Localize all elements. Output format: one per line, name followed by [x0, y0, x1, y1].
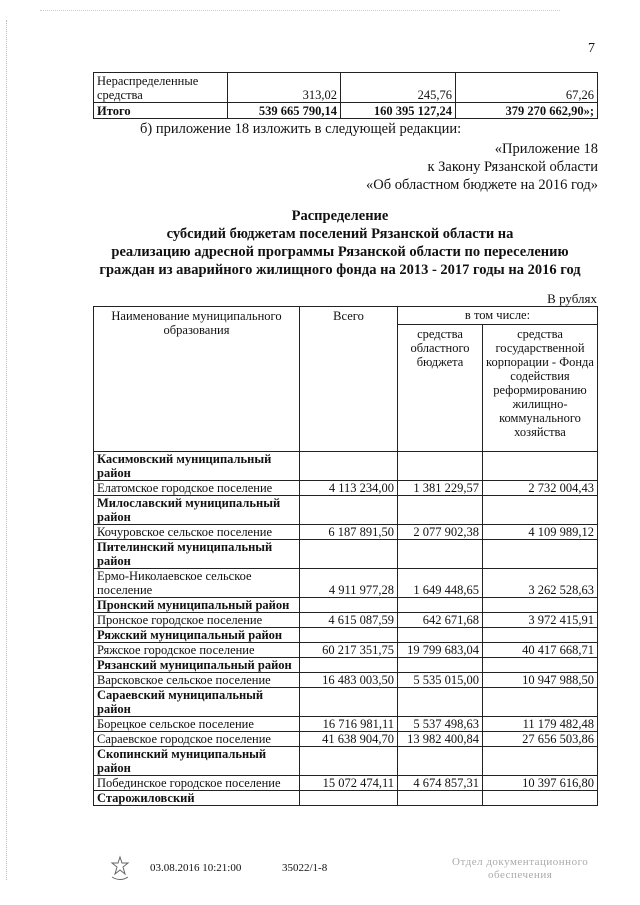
table-row [94, 776, 598, 791]
cell-fund: 3 972 415,91 [483, 613, 598, 628]
summary-fund: 379 270 662,90»; [456, 103, 598, 119]
table-row [94, 481, 598, 496]
header-regional: средства областного бюджета [398, 325, 483, 452]
cell-name: Старожиловский [94, 791, 300, 806]
cell-regional [398, 688, 483, 717]
amendment-text: б) приложение 18 изложить в следующей редакции: [140, 121, 462, 137]
summary-name: Итого [94, 103, 228, 119]
page-number: 7 [588, 41, 595, 56]
department-watermark [452, 856, 588, 882]
summary-fund: 67,26 [456, 73, 598, 103]
units-label: В рублях [547, 291, 597, 306]
cell-regional [398, 747, 483, 776]
footer-doc-code: 35022/1-8 [282, 862, 328, 874]
distribution-table [93, 306, 598, 806]
summary-name: Нераспределенные средства [94, 73, 228, 103]
cell-name: Сараевский муниципальный район [94, 688, 300, 717]
table-row [94, 525, 598, 540]
region-row [94, 452, 598, 481]
cell-name: Кочуровское сельское поселение [94, 525, 300, 540]
summary-regional: 245,76 [341, 73, 456, 103]
cell-fund [483, 540, 598, 569]
cell-fund [483, 598, 598, 613]
cell-regional: 19 799 683,04 [398, 643, 483, 658]
cell-total [300, 747, 398, 776]
cell-fund [483, 452, 598, 481]
cell-name: Пронское городское поселение [94, 613, 300, 628]
region-row [94, 791, 598, 806]
cell-fund: 4 109 989,12 [483, 525, 598, 540]
cell-total: 15 072 474,11 [300, 776, 398, 791]
cell-name: Ряжский муниципальный район [94, 628, 300, 643]
cell-total: 4 911 977,28 [300, 569, 398, 598]
cell-regional: 642 671,68 [398, 613, 483, 628]
table-row [94, 673, 598, 688]
cell-fund: 27 656 503,86 [483, 732, 598, 747]
cell-total [300, 628, 398, 643]
cell-regional: 2 077 902,38 [398, 525, 483, 540]
cell-fund [483, 628, 598, 643]
table-row [94, 643, 598, 658]
cell-fund [483, 688, 598, 717]
region-row [94, 747, 598, 776]
header-fund: средства государственной корпорации - Фонда содействия реформированию жилищно-коммунального хозяйства [483, 325, 598, 452]
cell-regional [398, 452, 483, 481]
cell-fund [483, 747, 598, 776]
document-heading [80, 207, 600, 279]
cell-regional [398, 496, 483, 525]
cell-fund [483, 658, 598, 673]
heading-line: реализацию адресной программы Рязанской области по переселению [111, 244, 569, 260]
cell-regional [398, 791, 483, 806]
table-row [94, 613, 598, 628]
watermark-line: Отдел документационного [452, 856, 589, 868]
region-row [94, 540, 598, 569]
header-name: Наименование муниципального образования [94, 307, 300, 452]
region-row [94, 598, 598, 613]
summary-table [93, 72, 598, 119]
region-row [94, 496, 598, 525]
cell-total [300, 791, 398, 806]
heading-line: Распределение [291, 208, 389, 224]
cell-name: Елатомское городское поселение [94, 481, 300, 496]
header-total: Всего [300, 307, 398, 452]
emblem-icon [108, 855, 132, 883]
top-edge-dots [40, 10, 560, 11]
cell-name: Сараевское городское поселение [94, 732, 300, 747]
cell-total [300, 496, 398, 525]
cell-regional [398, 628, 483, 643]
cell-name: Борецкое сельское поселение [94, 717, 300, 732]
cell-fund: 3 262 528,63 [483, 569, 598, 598]
summary-total: 539 665 790,14 [228, 103, 341, 119]
cell-total [300, 452, 398, 481]
cell-name: Ермо-Николаевское сельское поселение [94, 569, 300, 598]
cell-total [300, 688, 398, 717]
table-row [94, 73, 598, 103]
left-margin-dots [6, 20, 8, 880]
cell-total: 60 217 351,75 [300, 643, 398, 658]
appendix-line-1: «Приложение 18 [494, 141, 598, 157]
cell-total [300, 598, 398, 613]
cell-fund: 10 947 988,50 [483, 673, 598, 688]
appendix-line-2: к Закону Рязанской области [427, 159, 598, 175]
region-row [94, 628, 598, 643]
cell-name: Пителинский муниципальный район [94, 540, 300, 569]
cell-regional: 1 649 448,65 [398, 569, 483, 598]
cell-name: Ряжское городское поселение [94, 643, 300, 658]
cell-total [300, 540, 398, 569]
cell-total: 4 615 087,59 [300, 613, 398, 628]
cell-regional: 1 381 229,57 [398, 481, 483, 496]
cell-fund: 10 397 616,80 [483, 776, 598, 791]
table-body [94, 452, 598, 806]
cell-name: Рязанский муниципальный район [94, 658, 300, 673]
heading-line: граждан из аварийного жилищного фонда на 2013 - 2017 годы на 2016 год [99, 262, 581, 278]
summary-total: 313,02 [228, 73, 341, 103]
header-including: в том числе: [398, 307, 598, 325]
cell-regional: 5 537 498,63 [398, 717, 483, 732]
table-row [94, 732, 598, 747]
cell-fund: 11 179 482,48 [483, 717, 598, 732]
summary-regional: 160 395 127,24 [341, 103, 456, 119]
table-row [94, 717, 598, 732]
table-row [94, 569, 598, 598]
cell-regional [398, 540, 483, 569]
region-row [94, 688, 598, 717]
cell-name: Варсковское сельское поселение [94, 673, 300, 688]
cell-total: 6 187 891,50 [300, 525, 398, 540]
cell-total: 16 483 003,50 [300, 673, 398, 688]
cell-fund [483, 496, 598, 525]
cell-fund: 40 417 668,71 [483, 643, 598, 658]
watermark-line: обеспечения [488, 869, 553, 881]
cell-regional [398, 598, 483, 613]
cell-total: 41 638 904,70 [300, 732, 398, 747]
cell-total: 4 113 234,00 [300, 481, 398, 496]
cell-regional: 4 674 857,31 [398, 776, 483, 791]
region-row [94, 658, 598, 673]
cell-name: Скопинский муниципальный район [94, 747, 300, 776]
cell-fund [483, 791, 598, 806]
appendix-line-3: «Об областном бюджете на 2016 год» [366, 177, 598, 193]
cell-total [300, 658, 398, 673]
footer-datetime: 03.08.2016 10:21:00 [150, 862, 242, 874]
cell-total: 16 716 981,11 [300, 717, 398, 732]
cell-name: Побединское городское поселение [94, 776, 300, 791]
cell-regional: 13 982 400,84 [398, 732, 483, 747]
cell-regional [398, 658, 483, 673]
table-row [94, 103, 598, 119]
heading-line: субсидий бюджетам поселений Рязанской области на [166, 226, 514, 242]
cell-name: Пронский муниципальный район [94, 598, 300, 613]
cell-fund: 2 732 004,43 [483, 481, 598, 496]
header-row [94, 307, 598, 325]
cell-name: Касимовский муниципальный район [94, 452, 300, 481]
cell-regional: 5 535 015,00 [398, 673, 483, 688]
cell-name: Милославский муниципальный район [94, 496, 300, 525]
